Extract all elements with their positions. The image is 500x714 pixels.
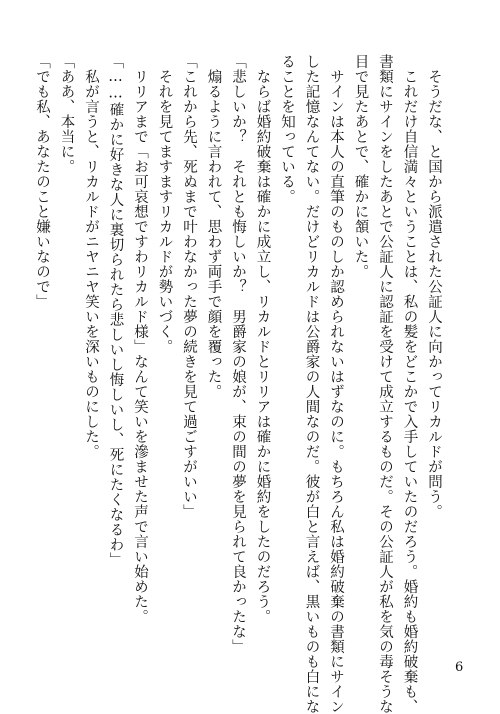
text-line: これだけ自信満々ということは、私の髪をどこかで入手していたのだろう。婚約も婚約破棄も、	[401, 54, 418, 714]
text-line: 目で見たあとで、確かに頷いた。	[352, 54, 369, 279]
text-line: 「ああ、本当に。	[58, 54, 75, 174]
text-line: 「悲しいか？ それとも悔しいか？ 男爵家の娘が、束の間の夢を見られて良かったな」	[230, 54, 246, 654]
text-line: ることを知っている。	[279, 54, 295, 204]
text-line: した記憶なんてない。だけどリカルドは公爵家の人間なのだ。彼が白と言えば、黒いものも白にな	[303, 54, 320, 714]
text-line: 「でも私、あなたのこと嫌いなので」	[34, 54, 50, 309]
page-number: 6	[455, 660, 464, 675]
text-line: ならば婚約破棄は確かに成立し、リカルドとリリアは確かに婚約をしたのだろう。	[254, 54, 271, 624]
text-line: 「これから先、死ぬまで叶わなかった夢の続きを見て過ごすがいい」	[181, 54, 197, 519]
vertical-text-body	[30, 54, 447, 714]
text-line: サインは本人の直筆のものしか認められないはずなのに。もちろん私は婚約破棄の書類にサイン	[328, 54, 344, 714]
text-line: 「……確かに好きな人に裏切られたら悲しいし悔しいし、死にたくなるわ」	[107, 54, 124, 567]
text-line: そうだな、と国から派遣された公証人に向かってリカルドが問う。	[426, 54, 442, 519]
text-line: それを見てますますリカルドが勢いづく。	[156, 54, 173, 354]
text-line: 煽るように言われて、思わず両手で顔を覆った。	[205, 54, 222, 399]
text-line: リリアまで「お可哀想ですわリカルド様」なんて笑いを滲ませた声で言い始めた。	[132, 54, 148, 624]
text-line: 私が言うと、リカルドがニヤニヤ笑いを深いものにした。	[83, 54, 99, 459]
text-line: 書類にサインをしたあとで公証人に認証を受けて成立するものだ。その公証人が私を気の毒そうな	[377, 54, 393, 714]
